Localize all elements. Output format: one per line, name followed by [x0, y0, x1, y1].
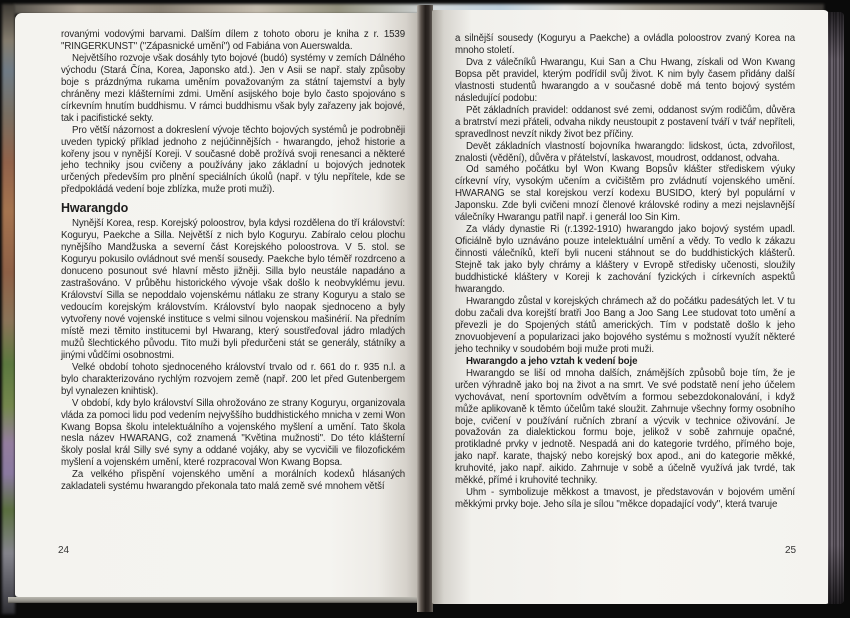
- paragraph: Největšího rozvoje však dosáhly tyto bojové (budó) systémy v zemích Dálného východu (Stará Čína, Korea, Japonsko atd.). Jen v Asii se např. staly způsoby boje s prázdnýma rukama uměním považovaným za státní tajemství a byly chráněny mezi klášterními zdmi. Umění asijského boje bylo často spojováno s církevním hnutím buddhismu. V rámci buddhismu však byly zařazeny jak bojové, tak i pacifistické sekty.: [61, 52, 405, 124]
- paragraph: Pro větší názornost a dokreslení vývoje těchto bojových systémů je podrobněji uveden typický příklad jednoho z nejúčinnějších - hwarangdo, jehož historie a kořeny jsou v nynější Koreji. V současné době prožívá svoji renesanci a některé jeho techniky jsou cvičeny a používány jako základní u bojových jednotek určených především pro plnění speciálních úkolů (např. v týlu nepřítele, kde se předpokládá vedení boje zblízka, muže proti muži).: [61, 124, 405, 196]
- left-page-bottom-edge: [8, 597, 420, 603]
- page-number-right: 25: [785, 545, 797, 556]
- right-page-text: [455, 33, 795, 511]
- paragraph: Od samého počátku byl Won Kwang Bopsův klášter střediskem výuky církevní víry, vysokým učením a cvičištěm pro zvládnutí vojenského umění. HWARANG se stal korejskou verzí kodexu BUSIDO, který byl populární v Japonsku. Zde byli cvičeni mnozí členové královské rodiny a mezi nejslavnější válečníky Hwarangu patřil např. i generál Ioo Sin Kim.: [455, 164, 795, 224]
- book-page-edges: [828, 12, 844, 604]
- paragraph: Devět základních vlastností bojovníka hwarangdo: lidskost, úcta, zdvořilost, znalosti (vědění), důvěra v přátelství, laskavost, moudrost, oddanost, odvaha.: [455, 140, 795, 164]
- left-page-text: [61, 29, 405, 493]
- paragraph: Nynější Korea, resp. Korejský poloostrov, byla kdysi rozdělena do tří království: Koguryu, Paekche a Silla. Největší z nich bylo Koguryu. Zabíralo celou plochu nynějšího Mandžuska a severní část Korejského poloostrova. V 5. stol. se Koguryu pokusilo ovládnout své menší sousedy. Paekche bylo téměř rozdrceno a donuceno posunout své hlavní město jižněji. Silla bylo neustále napadáno a zastrašováno. V průběhu historického vývoje však došlo k neobvyklému jevu. Království Silla se nepoddalo vojenskému nátlaku ze strany Koguryu a stalo se vedoucím korejským královstvím. Království bylo naopak sjednoceno a byly vytvořeny nové vojenské instituce s velmi silnou vojenskou mašinérií. Na předním místě mezi těmito institucemi byl Hwarang, který soustřeďoval jádro mladých mužů šlechtického původu. Tito muži byli předurčeni stát se generály, státníky a jinými vůdčími osobnostmi.: [61, 218, 405, 361]
- section-heading: Hwarangdo: [61, 201, 129, 216]
- page-number-left: 24: [58, 545, 70, 556]
- paragraph: Hwarangdo zůstal v korejských chrámech až do počátku padesátých let. V tu dobu začali dva korejští bratři Joo Bang a Joo Sang Lee studovat toto umění a převezli je do Spojených států amerických. Tím v podstatě došlo k jeho znovuobjevení a popularizaci jako bojového systému s možností využít některé jeho techniky v soudobém boji muže proti muži.: [455, 295, 795, 355]
- paragraph: a silnější sousedy (Koguryu a Paekche) a ovládla poloostrov zvaný Korea na mnoho století.: [455, 33, 795, 56]
- paragraph: rovanými vodovými barvami. Dalším dílem z tohoto oboru je kniha z r. 1539 "RINGERKUNST" ("Zápasnické umění") od Fabiána von Auerswalda.: [61, 29, 405, 52]
- subsection-heading: Hwarangdo a jeho vztah k vedení boje: [466, 355, 638, 367]
- paragraph: Pět základních pravidel: oddanost své zemi, oddanost svým rodičům, důvěra a bratrství mezi přáteli, odvaha nikdy neustoupit z postavení tváří v tvář nepříteli, spravedlnost nevzít nikdy život bez příčiny.: [455, 104, 795, 140]
- paragraph: Velké období tohoto sjednoceného království trvalo od r. 661 do r. 935 n.l. a bylo charakterizováno rychlým rozvojem země (např. 200 let před Gutenbergem byl vynalezen knihtisk).: [61, 361, 405, 397]
- paragraph: Za vlády dynastie Ri (r.1392-1910) hwarangdo jako bojový systém upadl. Oficiálně bylo uznáváno pouze intelektuální umění a vědy. To vedlo k zákazu činnosti válečníků, kteří byli nuceni stáhnout se do buddhistických klášterů. Stejně tak jako byly chrámy a kláštery v Evropě středisky učenosti, sloužily buddhistické kláštery v Koreji k zachování fyzických i církevních aspektů hwarangdo.: [455, 224, 795, 296]
- paragraph: Za velkého přispění vojenského umění a morálních kodexů hlásaných zakladateli systému hwarangdo překonala tato malá země své mnohem větší: [61, 469, 405, 493]
- paragraph: Hwarangdo se liší od mnoha dalších, známějších způsobů boje tím, že je určen výhradně jako boj na život a na smrt. Ve své podstatě není jeho účelem vychovávat, není sportovním odvětvím a formou sebezdokonalování, i když může aplikovaně k těmto účelům také sloužit. Zahrnuje všechny formy osobního boje, cvičení v používání ručních zbraní a výcvik v technice oživování. Je považován za dialektickou formu boje, jelikož v sobě zahrnuje opačné, protikladné prvky v jednotě. Nespadá ani do kategorie tvrdého, přímého boje, jako např. karate, thajský nebo korejský box apod., ani do kategorie měkké, kruhovité, jako např. aikido. Zahrnuje v sobě a účelně využívá jak tvrdé, tak měkké, přímé i kruhovité techniky.: [455, 367, 795, 487]
- background-photo-strip-left: [2, 4, 15, 614]
- book-spine-gutter: [417, 5, 433, 612]
- paragraph: Uhm - symbolizuje měkkost a tmavost, je představován v bojovém umění měkkými prvky boje. Jeho síla je sílou "měkce dopadající vody", která tvaruje: [455, 487, 795, 511]
- paragraph: Dva z válečníků Hwarangu, Kui San a Chu Hwang, získali od Won Kwang Bopsa pět pravidel, kterým podřídil svůj život. K nim byly časem přidány další vlastnosti studentů hwarangdo a v současné době má tento bojový systém následující podobu:: [455, 56, 795, 104]
- paragraph: V období, kdy bylo království Silla ohrožováno ze strany Koguryu, organizovala vláda za pomoci lidu pod vedením nejvyššího buddhistického mnicha v zemi Won Kwang Bopsa školu intelektuálního a vojenského myšlení a umění. Tato škola nesla název HWARANG, což znamená "Květina mužnosti". Do této klášterní školy poslal král Silly své syny a oddané vojáky, aby se vycvičili ve filozofickém myšlení a vojenském umění, které rozpracoval Won Kwang Bopsa.: [61, 397, 405, 469]
